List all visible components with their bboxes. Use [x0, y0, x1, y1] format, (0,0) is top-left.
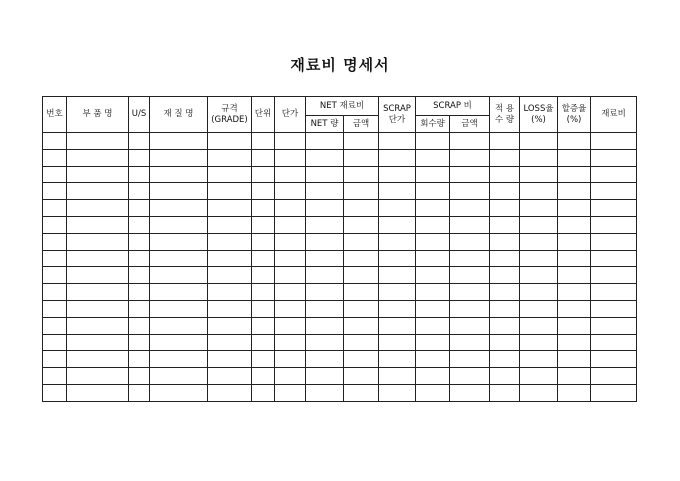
table-cell[interactable] — [67, 133, 129, 150]
table-cell[interactable] — [129, 216, 150, 233]
table-cell[interactable] — [490, 267, 520, 284]
table-cell[interactable] — [67, 233, 129, 250]
table-cell[interactable] — [67, 284, 129, 301]
table-cell[interactable] — [344, 300, 379, 317]
table-cell[interactable] — [275, 300, 306, 317]
table-cell[interactable] — [558, 284, 591, 301]
table-cell[interactable] — [306, 166, 344, 183]
header-applied-qty: 적 용 수 량 — [490, 97, 520, 133]
table-row — [43, 183, 637, 200]
table-cell[interactable] — [591, 149, 637, 166]
table-cell[interactable] — [150, 351, 208, 368]
table-cell[interactable] — [344, 250, 379, 267]
table-cell[interactable] — [450, 368, 490, 385]
table-cell[interactable] — [275, 233, 306, 250]
table-cell[interactable] — [558, 200, 591, 217]
table-cell[interactable] — [275, 384, 306, 401]
table-cell[interactable] — [208, 233, 252, 250]
table-cell[interactable] — [129, 166, 150, 183]
table-cell[interactable] — [275, 284, 306, 301]
table-cell[interactable] — [450, 300, 490, 317]
table-cell[interactable] — [379, 368, 416, 385]
table-cell[interactable] — [129, 250, 150, 267]
table-cell[interactable] — [490, 317, 520, 334]
table-cell[interactable] — [490, 250, 520, 267]
table-cell[interactable] — [416, 216, 450, 233]
table-cell[interactable] — [558, 267, 591, 284]
header-scrap-group: SCRAP 비 — [416, 97, 490, 116]
table-cell[interactable] — [67, 267, 129, 284]
table-cell[interactable] — [520, 216, 558, 233]
table-cell[interactable] — [591, 300, 637, 317]
table-cell[interactable] — [416, 300, 450, 317]
table-cell[interactable] — [306, 216, 344, 233]
table-cell[interactable] — [450, 183, 490, 200]
table-cell[interactable] — [490, 300, 520, 317]
table-cell[interactable] — [558, 233, 591, 250]
table-cell[interactable] — [450, 267, 490, 284]
table-cell[interactable] — [129, 334, 150, 351]
table-cell[interactable] — [558, 334, 591, 351]
table-cell[interactable] — [520, 149, 558, 166]
table-cell[interactable] — [252, 183, 275, 200]
table-cell[interactable] — [558, 250, 591, 267]
table-cell[interactable] — [344, 334, 379, 351]
table-cell[interactable] — [43, 233, 67, 250]
table-cell[interactable] — [150, 200, 208, 217]
table-cell[interactable] — [275, 250, 306, 267]
header-unit-price: 단가 — [275, 97, 306, 133]
table-cell[interactable] — [558, 166, 591, 183]
table-cell[interactable] — [520, 317, 558, 334]
header-net-amount: 금액 — [344, 116, 379, 133]
table-cell[interactable] — [208, 250, 252, 267]
table-cell[interactable] — [129, 183, 150, 200]
table-cell[interactable] — [67, 250, 129, 267]
table-cell[interactable] — [306, 334, 344, 351]
table-cell[interactable] — [416, 334, 450, 351]
table-cell[interactable] — [150, 267, 208, 284]
table-cell[interactable] — [275, 183, 306, 200]
table-cell[interactable] — [129, 351, 150, 368]
table-cell[interactable] — [43, 250, 67, 267]
table-cell[interactable] — [520, 200, 558, 217]
table-cell[interactable] — [208, 334, 252, 351]
table-cell[interactable] — [450, 317, 490, 334]
table-cell[interactable] — [129, 200, 150, 217]
table-cell[interactable] — [129, 317, 150, 334]
table-cell[interactable] — [252, 368, 275, 385]
table-cell[interactable] — [306, 183, 344, 200]
table-cell[interactable] — [416, 149, 450, 166]
table-cell[interactable] — [490, 384, 520, 401]
header-loss-rate: LOSS율 (%) — [520, 97, 558, 133]
table-cell[interactable] — [150, 384, 208, 401]
table-cell[interactable] — [591, 267, 637, 284]
table-cell[interactable] — [379, 351, 416, 368]
table-cell[interactable] — [490, 133, 520, 150]
table-cell[interactable] — [558, 183, 591, 200]
material-cost-table — [42, 96, 637, 402]
table-body — [43, 133, 637, 402]
table-cell[interactable] — [416, 351, 450, 368]
table-cell[interactable] — [416, 233, 450, 250]
table-cell[interactable] — [591, 183, 637, 200]
table-cell[interactable] — [275, 200, 306, 217]
table-cell[interactable] — [591, 334, 637, 351]
table-cell[interactable] — [150, 334, 208, 351]
table-cell[interactable] — [275, 267, 306, 284]
table-cell[interactable] — [252, 250, 275, 267]
table-cell[interactable] — [520, 368, 558, 385]
table-cell[interactable] — [379, 267, 416, 284]
table-cell[interactable] — [344, 133, 379, 150]
table-cell[interactable] — [344, 284, 379, 301]
table-cell[interactable] — [520, 351, 558, 368]
header-spec: 규격 (GRADE) — [208, 97, 252, 133]
table-cell[interactable] — [150, 368, 208, 385]
table-cell[interactable] — [43, 216, 67, 233]
table-cell[interactable] — [490, 200, 520, 217]
table-cell[interactable] — [275, 133, 306, 150]
table-cell[interactable] — [208, 368, 252, 385]
header-surcharge-rate: 할증율 (%) — [558, 97, 591, 133]
table-cell[interactable] — [275, 216, 306, 233]
table-cell[interactable] — [208, 200, 252, 217]
table-cell[interactable] — [450, 334, 490, 351]
table-row — [43, 334, 637, 351]
table-cell[interactable] — [43, 166, 67, 183]
table-cell[interactable] — [558, 317, 591, 334]
table-cell[interactable] — [275, 368, 306, 385]
table-cell[interactable] — [450, 384, 490, 401]
table-cell[interactable] — [379, 216, 416, 233]
table-cell[interactable] — [490, 149, 520, 166]
table-cell[interactable] — [150, 233, 208, 250]
table-row — [43, 300, 637, 317]
table-cell[interactable] — [208, 284, 252, 301]
table-cell[interactable] — [416, 200, 450, 217]
table-row — [43, 351, 637, 368]
table-cell[interactable] — [67, 149, 129, 166]
table-cell[interactable] — [208, 166, 252, 183]
table-row — [43, 267, 637, 284]
table-row — [43, 200, 637, 217]
table-row — [43, 250, 637, 267]
table-cell[interactable] — [416, 267, 450, 284]
table-cell[interactable] — [306, 368, 344, 385]
table-cell[interactable] — [558, 149, 591, 166]
table-cell[interactable] — [344, 166, 379, 183]
table-cell[interactable] — [520, 250, 558, 267]
table-cell[interactable] — [306, 233, 344, 250]
table-cell[interactable] — [208, 300, 252, 317]
table-cell[interactable] — [450, 133, 490, 150]
table-cell[interactable] — [558, 216, 591, 233]
table-cell[interactable] — [558, 384, 591, 401]
table-cell[interactable] — [344, 384, 379, 401]
header-material-cost: 재료비 — [591, 97, 637, 133]
table-cell[interactable] — [450, 149, 490, 166]
table-cell[interactable] — [252, 351, 275, 368]
table-cell[interactable] — [252, 334, 275, 351]
table-cell[interactable] — [252, 133, 275, 150]
table-cell[interactable] — [490, 368, 520, 385]
table-cell[interactable] — [67, 384, 129, 401]
table-cell[interactable] — [416, 166, 450, 183]
header-no: 번호 — [43, 97, 67, 133]
table-cell[interactable] — [306, 284, 344, 301]
table-cell[interactable] — [379, 183, 416, 200]
table-row — [43, 284, 637, 301]
table-cell[interactable] — [379, 166, 416, 183]
table-row — [43, 133, 637, 150]
table-cell[interactable] — [150, 166, 208, 183]
table-cell[interactable] — [591, 200, 637, 217]
table-cell[interactable] — [306, 351, 344, 368]
table-cell[interactable] — [275, 317, 306, 334]
table-cell[interactable] — [490, 351, 520, 368]
table-cell[interactable] — [129, 233, 150, 250]
table-cell[interactable] — [43, 300, 67, 317]
table-cell[interactable] — [591, 233, 637, 250]
header-scrap-unit-price: SCRAP 단가 — [379, 97, 416, 133]
table-cell[interactable] — [520, 133, 558, 150]
table-cell[interactable] — [252, 233, 275, 250]
header-scrap-amount: 금액 — [450, 116, 490, 133]
table-cell[interactable] — [275, 351, 306, 368]
table-cell[interactable] — [43, 351, 67, 368]
table-cell[interactable] — [520, 384, 558, 401]
table-cell[interactable] — [43, 384, 67, 401]
table-cell[interactable] — [416, 250, 450, 267]
table-cell[interactable] — [558, 133, 591, 150]
table-cell[interactable] — [208, 317, 252, 334]
table-cell[interactable] — [344, 216, 379, 233]
table-cell[interactable] — [43, 267, 67, 284]
table-cell[interactable] — [450, 200, 490, 217]
table-cell[interactable] — [416, 133, 450, 150]
header-net-group: NET 재료비 — [306, 97, 379, 116]
table-cell[interactable] — [490, 284, 520, 301]
table-cell[interactable] — [252, 267, 275, 284]
table-cell[interactable] — [416, 384, 450, 401]
table-cell[interactable] — [591, 351, 637, 368]
table-cell[interactable] — [379, 334, 416, 351]
table-cell[interactable] — [208, 133, 252, 150]
table-cell[interactable] — [379, 149, 416, 166]
table-cell[interactable] — [129, 368, 150, 385]
table-row — [43, 216, 637, 233]
table-cell[interactable] — [306, 267, 344, 284]
table-cell[interactable] — [591, 368, 637, 385]
table-cell[interactable] — [129, 267, 150, 284]
table-cell[interactable] — [379, 317, 416, 334]
table-cell[interactable] — [520, 267, 558, 284]
table-cell[interactable] — [591, 166, 637, 183]
table-cell[interactable] — [379, 233, 416, 250]
header-unit: 단위 — [252, 97, 275, 133]
table-cell[interactable] — [306, 250, 344, 267]
header-net-qty: NET 량 — [306, 116, 344, 133]
table-cell[interactable] — [520, 284, 558, 301]
table-cell[interactable] — [558, 300, 591, 317]
table-cell[interactable] — [344, 183, 379, 200]
table-cell[interactable] — [208, 384, 252, 401]
table-row — [43, 317, 637, 334]
header-scrap-recovered: 회수량 — [416, 116, 450, 133]
table-cell[interactable] — [558, 351, 591, 368]
table-cell[interactable] — [520, 300, 558, 317]
table-cell[interactable] — [43, 317, 67, 334]
table-cell[interactable] — [43, 284, 67, 301]
table-row — [43, 368, 637, 385]
table-cell[interactable] — [275, 166, 306, 183]
table-cell[interactable] — [129, 284, 150, 301]
table-cell[interactable] — [252, 149, 275, 166]
table-cell[interactable] — [208, 149, 252, 166]
table-cell[interactable] — [416, 317, 450, 334]
table-cell[interactable] — [591, 250, 637, 267]
table-row — [43, 384, 637, 401]
table-cell[interactable] — [344, 200, 379, 217]
table-cell[interactable] — [67, 166, 129, 183]
table-cell[interactable] — [450, 351, 490, 368]
table-cell[interactable] — [379, 250, 416, 267]
table-cell[interactable] — [520, 183, 558, 200]
table-cell[interactable] — [208, 267, 252, 284]
table-cell[interactable] — [520, 233, 558, 250]
table-cell[interactable] — [67, 200, 129, 217]
table-cell[interactable] — [344, 233, 379, 250]
table-cell[interactable] — [416, 368, 450, 385]
table-cell[interactable] — [306, 300, 344, 317]
table-cell[interactable] — [129, 384, 150, 401]
table-cell[interactable] — [306, 200, 344, 217]
table-cell[interactable] — [344, 317, 379, 334]
table-cell[interactable] — [129, 300, 150, 317]
table-cell[interactable] — [43, 183, 67, 200]
table-cell[interactable] — [591, 384, 637, 401]
table-cell[interactable] — [450, 166, 490, 183]
table-cell[interactable] — [520, 334, 558, 351]
table-cell[interactable] — [150, 300, 208, 317]
table-cell[interactable] — [520, 166, 558, 183]
table-cell[interactable] — [252, 166, 275, 183]
table-cell[interactable] — [150, 149, 208, 166]
table-cell[interactable] — [43, 368, 67, 385]
table-cell[interactable] — [416, 284, 450, 301]
table-cell[interactable] — [252, 200, 275, 217]
table-cell[interactable] — [558, 368, 591, 385]
table-row — [43, 166, 637, 183]
table-cell[interactable] — [67, 317, 129, 334]
table-cell[interactable] — [591, 284, 637, 301]
table-row — [43, 149, 637, 166]
table-cell[interactable] — [490, 334, 520, 351]
table-cell[interactable] — [208, 183, 252, 200]
table-cell[interactable] — [67, 216, 129, 233]
table-cell[interactable] — [67, 300, 129, 317]
table-cell[interactable] — [275, 149, 306, 166]
table-cell[interactable] — [450, 284, 490, 301]
table-cell[interactable] — [450, 216, 490, 233]
table-cell[interactable] — [490, 166, 520, 183]
table-cell[interactable] — [344, 351, 379, 368]
table-cell[interactable] — [208, 351, 252, 368]
table-cell[interactable] — [43, 149, 67, 166]
table-cell[interactable] — [306, 317, 344, 334]
table-cell[interactable] — [490, 183, 520, 200]
table-cell[interactable] — [252, 317, 275, 334]
table-cell[interactable] — [591, 133, 637, 150]
table-cell[interactable] — [379, 133, 416, 150]
header-us: U/S — [129, 97, 150, 133]
table-cell[interactable] — [379, 384, 416, 401]
table-cell[interactable] — [208, 216, 252, 233]
table-cell[interactable] — [129, 149, 150, 166]
table-cell[interactable] — [43, 133, 67, 150]
table-cell[interactable] — [379, 200, 416, 217]
table-cell[interactable] — [150, 284, 208, 301]
table-cell[interactable] — [591, 216, 637, 233]
table-cell[interactable] — [67, 368, 129, 385]
table-cell[interactable] — [129, 133, 150, 150]
table-cell[interactable] — [67, 334, 129, 351]
header-part-name: 부 품 명 — [67, 97, 129, 133]
table-cell[interactable] — [344, 267, 379, 284]
table-cell[interactable] — [344, 368, 379, 385]
table-cell[interactable] — [306, 149, 344, 166]
table-cell[interactable] — [67, 351, 129, 368]
table-cell[interactable] — [252, 284, 275, 301]
document-title: 재료비 명세서 — [290, 56, 390, 74]
table-cell[interactable] — [67, 183, 129, 200]
table-cell[interactable] — [150, 133, 208, 150]
table-cell[interactable] — [306, 384, 344, 401]
table-cell[interactable] — [43, 200, 67, 217]
table-cell[interactable] — [252, 216, 275, 233]
table-cell[interactable] — [150, 317, 208, 334]
table-cell[interactable] — [150, 183, 208, 200]
table-cell[interactable] — [344, 149, 379, 166]
table-cell[interactable] — [490, 216, 520, 233]
table-cell[interactable] — [450, 233, 490, 250]
table-cell[interactable] — [450, 250, 490, 267]
table-cell[interactable] — [150, 216, 208, 233]
table-row — [43, 233, 637, 250]
table-cell[interactable] — [379, 284, 416, 301]
table-cell[interactable] — [150, 250, 208, 267]
table-cell[interactable] — [379, 300, 416, 317]
header-material-name: 재 질 명 — [150, 97, 208, 133]
table-cell[interactable] — [252, 384, 275, 401]
table-cell[interactable] — [490, 233, 520, 250]
table-cell[interactable] — [275, 334, 306, 351]
table-cell[interactable] — [416, 183, 450, 200]
table-cell[interactable] — [252, 300, 275, 317]
table-cell[interactable] — [591, 317, 637, 334]
table-cell[interactable] — [306, 133, 344, 150]
table-cell[interactable] — [43, 334, 67, 351]
